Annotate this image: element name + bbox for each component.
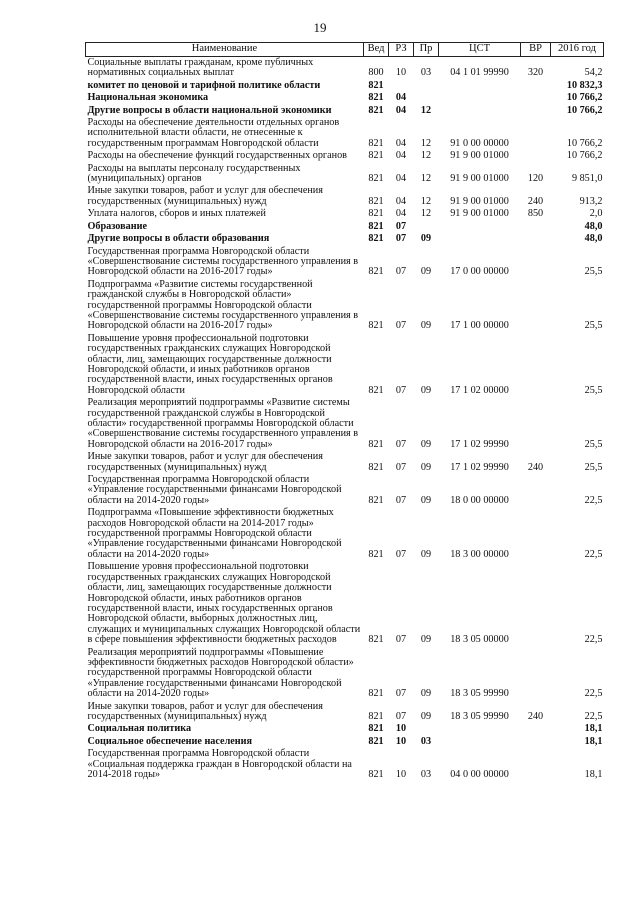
table-row	[86, 507, 604, 561]
row-pr	[414, 723, 439, 735]
row-name: Расходы на обеспечение функций государственных органов	[87, 150, 347, 162]
row-sum: 10 766,2	[566, 92, 603, 104]
table-row	[86, 246, 604, 279]
row-sum: 54,2	[584, 67, 603, 79]
row-name: Национальная экономика	[87, 92, 209, 104]
row-sum: 25,5	[584, 266, 603, 278]
header-vr: ВР	[521, 43, 551, 57]
row-name: Уплата налогов, сборов и иных платежей	[87, 208, 266, 220]
row-rz: 07	[395, 461, 407, 473]
row-rz: 04	[395, 173, 407, 185]
row-vr	[521, 647, 551, 701]
row-ved: 821	[368, 735, 384, 747]
row-pr: 12	[420, 195, 432, 207]
row-pr: 09	[420, 233, 432, 245]
row-cst: 17 1 00 00000	[450, 320, 509, 332]
row-rz: 04	[395, 195, 407, 207]
row-ved: 821	[368, 104, 384, 116]
row-ved: 821	[368, 494, 384, 506]
row-ved: 821	[368, 92, 384, 104]
row-vr	[521, 748, 551, 781]
row-cst	[439, 221, 521, 233]
row-ved: 800	[368, 67, 384, 79]
table-header-row	[86, 43, 604, 57]
row-vr	[521, 507, 551, 561]
row-rz: 04	[395, 137, 407, 149]
row-cst: 18 3 05 99990	[450, 710, 509, 722]
page-number: 19	[313, 20, 327, 35]
row-vr	[521, 397, 551, 451]
row-vr: 320	[527, 67, 544, 79]
row-vr	[521, 279, 551, 333]
row-rz: 10	[395, 67, 407, 79]
row-sum: 22,5	[584, 548, 603, 560]
table-row	[86, 117, 604, 150]
table-row	[86, 92, 604, 104]
row-pr: 03	[420, 67, 432, 79]
row-pr: 09	[420, 438, 432, 450]
row-pr: 09	[420, 710, 432, 722]
table-row	[86, 150, 604, 162]
row-ved: 821	[368, 461, 384, 473]
row-pr: 09	[420, 494, 432, 506]
row-ved: 821	[368, 320, 384, 332]
table-row	[86, 736, 604, 748]
row-sum: 25,5	[584, 384, 603, 396]
table-row	[86, 80, 604, 92]
row-rz	[389, 80, 414, 92]
row-cst: 91 9 00 01000	[450, 195, 509, 207]
row-sum: 48,0	[584, 220, 603, 232]
row-vr	[521, 105, 551, 117]
row-ved: 821	[368, 195, 384, 207]
row-vr	[521, 233, 551, 245]
table-row	[86, 474, 604, 507]
header-name: Наименование	[86, 43, 364, 57]
row-cst: 18 3 00 00000	[450, 548, 509, 560]
table-row	[86, 647, 604, 701]
row-pr: 03	[420, 735, 432, 747]
table-row	[86, 185, 604, 208]
row-vr	[521, 474, 551, 507]
table-row	[86, 397, 604, 451]
row-pr: 09	[420, 320, 432, 332]
row-name: Повышение уровня профессиональной подготовки государственных гражданских служащих Новгородской области, лиц, замещающих государственные должности Новгородской области, и иных работников органов государственной власти, иных государственных органов Новгородской области	[87, 332, 333, 396]
row-pr: 09	[420, 266, 432, 278]
row-rz: 07	[395, 710, 407, 722]
row-ved: 821	[368, 688, 384, 700]
row-cst: 18 0 00 00000	[450, 494, 509, 506]
row-rz: 07	[395, 320, 407, 332]
row-vr	[521, 736, 551, 748]
row-pr	[414, 221, 439, 233]
row-name: Другие вопросы в области образования	[87, 233, 270, 245]
row-vr	[521, 221, 551, 233]
row-cst: 91 9 00 01000	[450, 150, 509, 162]
table-row	[86, 163, 604, 186]
row-sum: 10 832,3	[566, 79, 603, 91]
row-cst: 91 9 00 01000	[450, 173, 509, 185]
row-name: Реализация мероприятий подпрограммы «Развитие системы государственной гражданской службы в Новгородской области» государственной программы Новгородской области «Совершенствование системы государственного управления в Новгородской области на 2016-2017 годы»	[87, 397, 359, 450]
row-pr: 03	[420, 769, 432, 780]
row-rz: 07	[395, 220, 407, 232]
row-rz: 10	[395, 735, 407, 747]
row-name: Другие вопросы в области национальной экономики	[87, 104, 332, 116]
row-cst: 17 1 02 99990	[450, 461, 509, 473]
row-sum: 10 766,2	[566, 150, 603, 162]
row-vr	[521, 150, 551, 162]
table-row	[86, 723, 604, 735]
row-rz: 07	[395, 384, 407, 396]
row-pr: 12	[420, 150, 432, 162]
row-sum: 18,1	[584, 769, 603, 780]
row-ved: 821	[368, 384, 384, 396]
row-name: Повышение уровня профессиональной подготовки государственных гражданских служащих Новгородской области, лиц, замещающих государственные должности Новгородской области, иных работников органов государственной власти, иных государственных органов Новгородской области, выборных должностных лиц, служащих и муниципальных служащих Новгородской области в сфере повышения эффективности бюджетных расходов	[87, 561, 361, 646]
row-rz: 10	[395, 723, 407, 735]
row-name: Расходы на выплаты персоналу государственных (муниципальных) органов	[87, 162, 301, 185]
row-ved: 821	[368, 220, 384, 232]
row-ved: 821	[368, 150, 384, 162]
row-ved: 821	[368, 723, 384, 735]
row-cst: 04 1 01 99990	[450, 67, 509, 79]
table-row	[86, 279, 604, 333]
row-name: Расходы на обеспечение деятельности отдельных органов исполнительной власти области, не отнесенные к государственным программам Новгородской области	[87, 117, 340, 149]
row-name: Образование	[87, 220, 148, 232]
row-rz: 04	[395, 104, 407, 116]
row-name: Социальная политика	[87, 723, 192, 735]
row-ved: 821	[368, 208, 384, 220]
row-sum: 22,5	[584, 634, 603, 646]
row-pr	[414, 80, 439, 92]
row-name: Иные закупки товаров, работ и услуг для обеспечения государственных (муниципальных) нужд	[87, 451, 323, 473]
row-sum: 22,5	[584, 494, 603, 506]
row-pr: 09	[420, 634, 432, 646]
row-ved: 821	[368, 710, 384, 722]
row-cst	[439, 105, 521, 117]
row-sum: 9 851,0	[571, 173, 603, 185]
row-cst: 17 0 00 00000	[450, 266, 509, 278]
row-rz: 10	[395, 769, 407, 780]
row-pr: 09	[420, 548, 432, 560]
row-rz: 07	[395, 233, 407, 245]
row-vr	[521, 117, 551, 150]
row-pr: 12	[420, 208, 432, 220]
row-pr: 09	[420, 384, 432, 396]
row-vr: 240	[527, 461, 544, 473]
row-vr: 240	[527, 195, 544, 207]
row-cst: 04 0 00 00000	[450, 769, 509, 780]
row-sum: 22,5	[584, 710, 603, 722]
row-name: Государственная программа Новгородской области «Управление государственными финансами Новгородской области на 2014-2020 годы»	[87, 474, 342, 506]
row-sum: 10 766,2	[566, 137, 603, 149]
row-sum: 25,5	[584, 461, 603, 473]
row-ved: 821	[368, 548, 384, 560]
row-name: Иные закупки товаров, работ и услуг для обеспечения государственных (муниципальных) нужд	[87, 185, 323, 207]
row-ved: 821	[368, 438, 384, 450]
row-ved: 821	[368, 233, 384, 245]
row-vr	[521, 723, 551, 735]
row-sum: 2,0	[589, 208, 603, 220]
row-cst: 17 1 02 99990	[450, 438, 509, 450]
row-name: комитет по ценовой и тарифной политике области	[87, 79, 321, 91]
row-name: Подпрограмма «Развитие системы государственной гражданской службы в Новгородской области» государственной программы Новгородской области «Совершенствование системы государственного управления в Новгородской области на 2016-2017 годы»	[87, 278, 359, 332]
row-vr	[521, 92, 551, 104]
row-rz: 07	[395, 266, 407, 278]
row-ved: 821	[368, 266, 384, 278]
table-row	[86, 451, 604, 474]
row-sum: 25,5	[584, 438, 603, 450]
row-sum: 22,5	[584, 688, 603, 700]
header-pr: Пр	[414, 43, 439, 57]
row-ved: 821	[368, 79, 384, 91]
row-sum: 48,0	[584, 233, 603, 245]
row-cst: 91 0 00 00000	[450, 137, 509, 149]
row-name: Государственная программа Новгородской области «Совершенствование системы государственного управления в Новгородской области на 2016-2017 годы»	[87, 245, 359, 278]
row-name: Иные закупки товаров, работ и услуг для обеспечения государственных (муниципальных) нужд	[87, 700, 323, 722]
row-sum: 18,1	[584, 735, 603, 747]
row-cst: 18 3 05 00000	[450, 634, 509, 646]
row-cst	[439, 723, 521, 735]
table-row	[86, 333, 604, 397]
table-row	[86, 748, 604, 781]
row-vr	[521, 246, 551, 279]
row-sum: 913,2	[579, 195, 603, 207]
row-pr: 09	[420, 688, 432, 700]
row-vr: 240	[527, 710, 544, 722]
row-sum: 10 766,2	[566, 104, 603, 116]
row-vr	[521, 561, 551, 646]
row-cst: 18 3 05 99990	[450, 688, 509, 700]
row-sum: 18,1	[584, 723, 603, 735]
row-rz: 04	[395, 208, 407, 220]
row-ved: 821	[368, 173, 384, 185]
header-sum: 2016 год	[551, 43, 604, 57]
row-rz: 04	[395, 150, 407, 162]
table-row	[86, 701, 604, 724]
table-row	[86, 221, 604, 233]
row-rz: 07	[395, 494, 407, 506]
row-vr: 120	[527, 173, 544, 185]
row-rz: 07	[395, 688, 407, 700]
row-pr: 12	[420, 104, 432, 116]
row-name: Социальные выплаты гражданам, кроме публичных нормативных социальных выплат	[87, 57, 314, 79]
row-rz: 04	[395, 92, 407, 104]
row-name: Социальное обеспечение населения	[87, 735, 253, 747]
row-cst	[439, 736, 521, 748]
header-rz: РЗ	[389, 43, 414, 57]
row-rz: 07	[395, 634, 407, 646]
row-ved: 821	[368, 137, 384, 149]
header-ved: Вед	[364, 43, 389, 57]
row-pr: 12	[420, 173, 432, 185]
row-name: Реализация мероприятий подпрограммы «Повышение эффективности бюджетных расходов Новгородской области» государственной программы Новгородской области «Управление государственными финансами Новгородской области на 2014-2020 годы»	[87, 646, 354, 700]
row-vr	[521, 333, 551, 397]
table-body	[86, 57, 604, 782]
row-rz: 07	[395, 438, 407, 450]
row-vr	[521, 80, 551, 92]
table-row	[86, 57, 604, 80]
table-row	[86, 208, 604, 220]
row-cst	[439, 233, 521, 245]
row-sum: 25,5	[584, 320, 603, 332]
row-name: Государственная программа Новгородской области «Социальная поддержка граждан в Новгородской области на 2014-2018 годы»	[87, 748, 352, 780]
row-cst: 91 9 00 01000	[450, 208, 509, 220]
row-vr: 850	[527, 208, 544, 220]
table-row	[86, 233, 604, 245]
row-ved: 821	[368, 634, 384, 646]
row-ved: 821	[368, 769, 384, 780]
row-name: Подпрограмма «Повышение эффективности бюджетных расходов Новгородской области на 2014-2017 годы» государственной программы Новгородской области «Управление государственными финансами Новгородской области на 2014-2020 годы»	[87, 507, 342, 560]
row-pr	[414, 92, 439, 104]
row-cst	[439, 92, 521, 104]
row-rz: 07	[395, 548, 407, 560]
budget-table	[85, 42, 604, 781]
row-pr: 12	[420, 137, 432, 149]
row-cst	[439, 80, 521, 92]
row-cst: 17 1 02 00000	[450, 384, 509, 396]
header-cst: ЦСТ	[439, 43, 521, 57]
table-row	[86, 561, 604, 646]
table-row	[86, 105, 604, 117]
row-pr: 09	[420, 461, 432, 473]
